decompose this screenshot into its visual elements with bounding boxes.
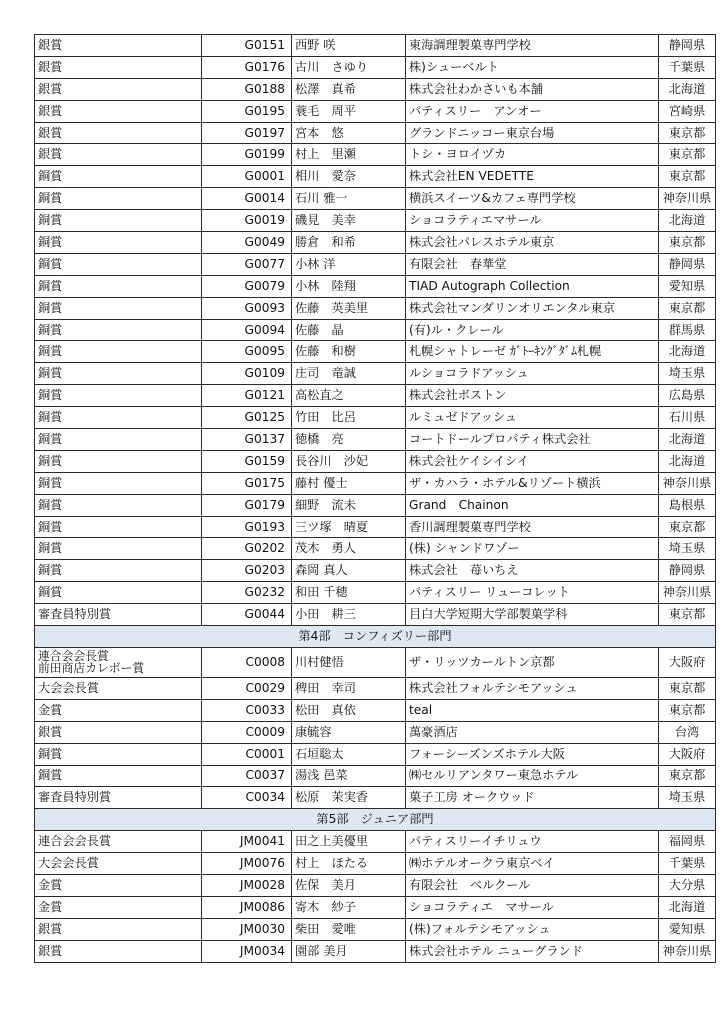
entry-number-cell: G0137: [202, 429, 292, 451]
entry-number-cell: G0202: [202, 538, 292, 560]
award-cell: 銀賞: [35, 35, 202, 57]
entry-number-cell: JM0076: [202, 853, 292, 875]
entrant-name-cell: 長谷川 沙妃: [292, 450, 406, 472]
award-cell: 銅賞: [35, 743, 202, 765]
award-cell: 銅賞: [35, 429, 202, 451]
table-row: [35, 647, 716, 677]
organization-cell: 株式会社ケイシイシイ: [406, 450, 659, 472]
award-cell: 銀賞: [35, 78, 202, 100]
organization-cell: 株式会社ボストン: [406, 385, 659, 407]
organization-cell: (有)ル・クレール: [406, 319, 659, 341]
prefecture-cell: 埼玉県: [659, 787, 716, 809]
prefecture-cell: 大分県: [659, 874, 716, 896]
entry-number-cell: G0159: [202, 450, 292, 472]
table-row: [35, 831, 716, 853]
award-cell: 銅賞: [35, 275, 202, 297]
prefecture-cell: 神奈川県: [659, 940, 716, 962]
prefecture-cell: 北海道: [659, 78, 716, 100]
organization-cell: ザ・カハラ・ホテル&リゾート横浜: [406, 472, 659, 494]
entrant-name-cell: 勝倉 和希: [292, 232, 406, 254]
organization-cell: 東海調理製菓専門学校: [406, 35, 659, 57]
entry-number-cell: G0175: [202, 472, 292, 494]
entrant-name-cell: 西野 咲: [292, 35, 406, 57]
organization-cell: ルショコラドアッシュ: [406, 363, 659, 385]
organization-cell: 横浜スイーツ&カフェ専門学校: [406, 188, 659, 210]
table-row: [35, 765, 716, 787]
entry-number-cell: G0044: [202, 604, 292, 626]
table-row: [35, 429, 716, 451]
table-row: [35, 721, 716, 743]
entrant-name-cell: 徳橋 亮: [292, 429, 406, 451]
entry-number-cell: C0037: [202, 765, 292, 787]
prefecture-cell: 北海道: [659, 341, 716, 363]
table-row: [35, 166, 716, 188]
table-row: [35, 78, 716, 100]
table-row: [35, 896, 716, 918]
prefecture-cell: 大阪府: [659, 743, 716, 765]
table-row: [35, 940, 716, 962]
organization-cell: 有限会社 ベルクール: [406, 874, 659, 896]
table-row: [35, 363, 716, 385]
entrant-name-cell: 村上 里瀬: [292, 144, 406, 166]
award-cell: 銅賞: [35, 538, 202, 560]
table-row: [35, 494, 716, 516]
organization-cell: (株)フォルテシモアッシュ: [406, 918, 659, 940]
entrant-name-cell: 高松直之: [292, 385, 406, 407]
prefecture-cell: 東京都: [659, 516, 716, 538]
prefecture-cell: 静岡県: [659, 35, 716, 57]
award-cell: 銀賞: [35, 940, 202, 962]
organization-cell: グランドニッコー東京台場: [406, 122, 659, 144]
table-row: [35, 677, 716, 699]
entrant-name-cell: 柴田 愛唯: [292, 918, 406, 940]
organization-cell: パティスリー アンオー: [406, 100, 659, 122]
award-cell: 銅賞: [35, 582, 202, 604]
award-cell: 銅賞: [35, 516, 202, 538]
prefecture-cell: 千葉県: [659, 853, 716, 875]
entrant-name-cell: 園部 美月: [292, 940, 406, 962]
organization-cell: ㈱ホテルオークラ東京ベイ: [406, 853, 659, 875]
table-row: [35, 188, 716, 210]
entrant-name-cell: 和田 千穂: [292, 582, 406, 604]
table-row: [35, 100, 716, 122]
prefecture-cell: 北海道: [659, 210, 716, 232]
entrant-name-cell: 細野 流未: [292, 494, 406, 516]
entry-number-cell: G0079: [202, 275, 292, 297]
award-cell: 銀賞: [35, 56, 202, 78]
organization-cell: 株式会社EN VEDETTE: [406, 166, 659, 188]
entrant-name-cell: 佐藤 英美里: [292, 297, 406, 319]
entrant-name-cell: 茂木 勇人: [292, 538, 406, 560]
organization-cell: teal: [406, 699, 659, 721]
table-row: [35, 56, 716, 78]
entrant-name-cell: 川村健悟: [292, 647, 406, 677]
award-cell: 銅賞: [35, 472, 202, 494]
entry-number-cell: G0093: [202, 297, 292, 319]
entrant-name-cell: 蓑毛 周平: [292, 100, 406, 122]
award-cell: 銅賞: [35, 210, 202, 232]
entrant-name-cell: 村上 ほたる: [292, 853, 406, 875]
organization-cell: パティスリー リューコレット: [406, 582, 659, 604]
table-row: [35, 385, 716, 407]
prefecture-cell: 群馬県: [659, 319, 716, 341]
prefecture-cell: 東京都: [659, 699, 716, 721]
organization-cell: TIAD Autograph Collection: [406, 275, 659, 297]
entrant-name-cell: 三ツ塚 晴夏: [292, 516, 406, 538]
award-cell: 銀賞: [35, 918, 202, 940]
table-row: [35, 122, 716, 144]
award-cell: 銅賞: [35, 765, 202, 787]
award-cell: 銅賞: [35, 297, 202, 319]
entrant-name-cell: 竹田 比呂: [292, 407, 406, 429]
table-row: [35, 582, 716, 604]
entry-number-cell: C0001: [202, 743, 292, 765]
prefecture-cell: 愛知県: [659, 918, 716, 940]
organization-cell: ルミュゼドアッシュ: [406, 407, 659, 429]
award-cell: 銅賞: [35, 232, 202, 254]
award-cell: 銅賞: [35, 253, 202, 275]
prefecture-cell: 千葉県: [659, 56, 716, 78]
prefecture-cell: 北海道: [659, 429, 716, 451]
table-row: [35, 743, 716, 765]
prefecture-cell: 愛知県: [659, 275, 716, 297]
table-row: [35, 450, 716, 472]
award-cell: 金賞: [35, 699, 202, 721]
entry-number-cell: G0195: [202, 100, 292, 122]
organization-cell: 株式会社フォルテシモアッシュ: [406, 677, 659, 699]
prefecture-cell: 東京都: [659, 677, 716, 699]
table-row: [35, 604, 716, 626]
organization-cell: 株式会社ホテル ニューグランド: [406, 940, 659, 962]
entry-number-cell: G0179: [202, 494, 292, 516]
prefecture-cell: 東京都: [659, 232, 716, 254]
prefecture-cell: 神奈川県: [659, 188, 716, 210]
entry-number-cell: JM0041: [202, 831, 292, 853]
table-row: [35, 699, 716, 721]
organization-cell: コートドールプロパティ株式会社: [406, 429, 659, 451]
entry-number-cell: G0203: [202, 560, 292, 582]
award-cell: 銅賞: [35, 450, 202, 472]
entrant-name-cell: 稗田 幸司: [292, 677, 406, 699]
prefecture-cell: 埼玉県: [659, 538, 716, 560]
entrant-name-cell: 藤村 優士: [292, 472, 406, 494]
entrant-name-cell: 森岡 真人: [292, 560, 406, 582]
entry-number-cell: C0034: [202, 787, 292, 809]
organization-cell: 菓子工房 オークウッド: [406, 787, 659, 809]
entry-number-cell: G0188: [202, 78, 292, 100]
table-row: [35, 341, 716, 363]
entry-number-cell: JM0034: [202, 940, 292, 962]
prefecture-cell: 東京都: [659, 765, 716, 787]
table-row: [35, 853, 716, 875]
table-row: [35, 918, 716, 940]
award-cell: 銀賞: [35, 144, 202, 166]
entry-number-cell: G0125: [202, 407, 292, 429]
prefecture-cell: 静岡県: [659, 560, 716, 582]
entry-number-cell: G0193: [202, 516, 292, 538]
organization-cell: 株)シューベルト: [406, 56, 659, 78]
organization-cell: フォーシーズンズホテル大阪: [406, 743, 659, 765]
entrant-name-cell: 磯見 美幸: [292, 210, 406, 232]
organization-cell: ザ・リッツカールトン京都: [406, 647, 659, 677]
award-cell: 審査員特別賞: [35, 604, 202, 626]
award-cell: 銅賞: [35, 385, 202, 407]
prefecture-cell: 福岡県: [659, 831, 716, 853]
table-row: [35, 297, 716, 319]
entrant-name-cell: 佐保 美月: [292, 874, 406, 896]
award-cell: 銀賞: [35, 100, 202, 122]
entrant-name-cell: 松田 真依: [292, 699, 406, 721]
award-cell: 銅賞: [35, 407, 202, 429]
entry-number-cell: G0095: [202, 341, 292, 363]
entry-number-cell: G0001: [202, 166, 292, 188]
table-row: [35, 210, 716, 232]
award-cell: 銅賞: [35, 319, 202, 341]
prefecture-cell: 神奈川県: [659, 472, 716, 494]
organization-cell: 香川調理製菓専門学校: [406, 516, 659, 538]
prefecture-cell: 島根県: [659, 494, 716, 516]
entry-number-cell: G0109: [202, 363, 292, 385]
prefecture-cell: 東京都: [659, 144, 716, 166]
award-cell: 銅賞: [35, 560, 202, 582]
award-cell: 大会会長賞: [35, 677, 202, 699]
entrant-name-cell: 松澤 真希: [292, 78, 406, 100]
entrant-name-cell: 小田 耕三: [292, 604, 406, 626]
section-title: 第4部 コンフィズリー部門: [35, 626, 716, 648]
entrant-name-cell: 康毓容: [292, 721, 406, 743]
prefecture-cell: 石川県: [659, 407, 716, 429]
organization-cell: 目白大学短期大学部製菓学科: [406, 604, 659, 626]
entry-number-cell: JM0086: [202, 896, 292, 918]
entry-number-cell: G0077: [202, 253, 292, 275]
entrant-name-cell: 佐藤 晶: [292, 319, 406, 341]
table-row: [35, 232, 716, 254]
organization-cell: 株式会社マンダリンオリエンタル東京: [406, 297, 659, 319]
prefecture-cell: 東京都: [659, 166, 716, 188]
table-row: [35, 472, 716, 494]
table-row: [35, 253, 716, 275]
table-row: [35, 560, 716, 582]
entry-number-cell: JM0030: [202, 918, 292, 940]
award-cell: 審査員特別賞: [35, 787, 202, 809]
award-cell: 銀賞: [35, 122, 202, 144]
table-row: [35, 516, 716, 538]
entry-number-cell: G0151: [202, 35, 292, 57]
entrant-name-cell: 相川 愛奈: [292, 166, 406, 188]
table-row: [35, 538, 716, 560]
entrant-name-cell: 石川 雅一: [292, 188, 406, 210]
table-row: [35, 787, 716, 809]
entrant-name-cell: 古川 さゆり: [292, 56, 406, 78]
award-cell: 銅賞: [35, 494, 202, 516]
prefecture-cell: 神奈川県: [659, 582, 716, 604]
organization-cell: パティスリーイチリュウ: [406, 831, 659, 853]
prefecture-cell: 東京都: [659, 122, 716, 144]
prefecture-cell: 静岡県: [659, 253, 716, 275]
prefecture-cell: 台湾: [659, 721, 716, 743]
organization-cell: 萬豪酒店: [406, 721, 659, 743]
award-cell: 銅賞: [35, 166, 202, 188]
award-cell: 金賞: [35, 896, 202, 918]
organization-cell: ショコラティエ マサール: [406, 896, 659, 918]
entry-number-cell: C0029: [202, 677, 292, 699]
entry-number-cell: G0094: [202, 319, 292, 341]
section-title: 第5部 ジュニア部門: [35, 809, 716, 831]
prefecture-cell: 北海道: [659, 896, 716, 918]
prefecture-cell: 埼玉県: [659, 363, 716, 385]
entry-number-cell: C0008: [202, 647, 292, 677]
organization-cell: 有限会社 春華堂: [406, 253, 659, 275]
organization-cell: 株式会社わかさいも本舗: [406, 78, 659, 100]
table-row: [35, 874, 716, 896]
organization-cell: ㈱セルリアンタワー東急ホテル: [406, 765, 659, 787]
prefecture-cell: 東京都: [659, 297, 716, 319]
entry-number-cell: G0121: [202, 385, 292, 407]
entry-number-cell: C0033: [202, 699, 292, 721]
entry-number-cell: G0176: [202, 56, 292, 78]
prefecture-cell: 広島県: [659, 385, 716, 407]
award-cell: 銀賞: [35, 721, 202, 743]
table-row: [35, 144, 716, 166]
section-header-row: [35, 809, 716, 831]
results-table: [34, 34, 716, 963]
organization-cell: (株) シャンドワゾー: [406, 538, 659, 560]
entry-number-cell: G0232: [202, 582, 292, 604]
organization-cell: Grand Chainon: [406, 494, 659, 516]
table-row: [35, 275, 716, 297]
award-cell: 銅賞: [35, 188, 202, 210]
entry-number-cell: G0199: [202, 144, 292, 166]
award-cell: 連合会会長賞: [35, 831, 202, 853]
entry-number-cell: G0019: [202, 210, 292, 232]
award-cell: 銅賞: [35, 341, 202, 363]
prefecture-cell: 北海道: [659, 450, 716, 472]
entry-number-cell: C0009: [202, 721, 292, 743]
entrant-name-cell: 松原 茉実香: [292, 787, 406, 809]
award-cell: 連合会会長賞 前田商店カレボー賞: [35, 647, 202, 677]
table-row: [35, 319, 716, 341]
organization-cell: 札幌シャトレーゼ ｶﾞﾄｰｷﾝｸﾞﾀﾞﾑ札幌: [406, 341, 659, 363]
entry-number-cell: G0014: [202, 188, 292, 210]
entrant-name-cell: 小林 陸翔: [292, 275, 406, 297]
organization-cell: ショコラティエマサール: [406, 210, 659, 232]
table-row: [35, 35, 716, 57]
entrant-name-cell: 湯浅 邑菜: [292, 765, 406, 787]
entry-number-cell: G0197: [202, 122, 292, 144]
entrant-name-cell: 佐藤 和樹: [292, 341, 406, 363]
prefecture-cell: 大阪府: [659, 647, 716, 677]
entrant-name-cell: 庄司 竜誠: [292, 363, 406, 385]
entrant-name-cell: 田之上美優里: [292, 831, 406, 853]
award-cell: 大会会長賞: [35, 853, 202, 875]
award-cell: 金賞: [35, 874, 202, 896]
organization-cell: 株式会社 苺いちえ: [406, 560, 659, 582]
entrant-name-cell: 宮本 悠: [292, 122, 406, 144]
entrant-name-cell: 寄木 紗子: [292, 896, 406, 918]
table-row: [35, 407, 716, 429]
organization-cell: トシ・ヨロイヅカ: [406, 144, 659, 166]
organization-cell: 株式会社パレスホテル東京: [406, 232, 659, 254]
award-cell: 銅賞: [35, 363, 202, 385]
entry-number-cell: G0049: [202, 232, 292, 254]
section-header-row: [35, 626, 716, 648]
prefecture-cell: 東京都: [659, 604, 716, 626]
results-table-body: [35, 35, 716, 963]
prefecture-cell: 宮崎県: [659, 100, 716, 122]
entrant-name-cell: 小林 洋: [292, 253, 406, 275]
entrant-name-cell: 石垣聡太: [292, 743, 406, 765]
entry-number-cell: JM0028: [202, 874, 292, 896]
